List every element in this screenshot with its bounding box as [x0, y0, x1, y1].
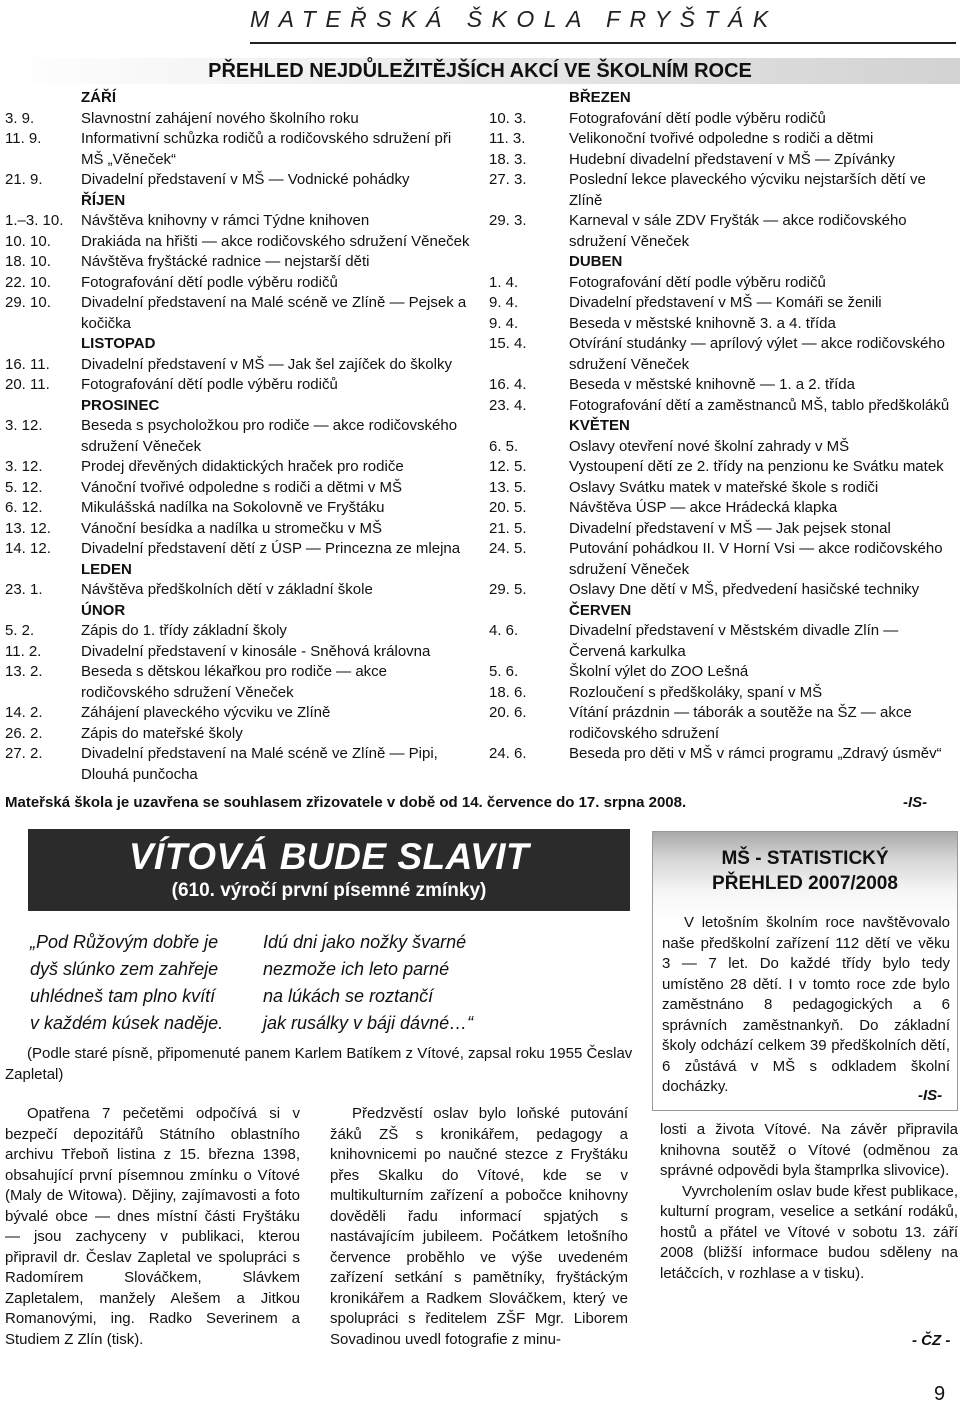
event-text: Putování pohádkou II. V Horní Vsi — akce rodičovského sdružení Věneček — [569, 540, 943, 578]
event-date: 27. 2. — [5, 745, 43, 762]
event-text: Oslavy Svátku matek v mateřské škole s rodiči — [569, 478, 879, 496]
event-date: 23. 1. — [5, 581, 43, 598]
event-row — [5, 621, 475, 642]
event-text: Beseda v městské knihovně 3. a 4. třída — [569, 314, 836, 332]
event-text: Divadelní představení na Malé scéně ve Zlíně — Pejsek a kočička — [81, 294, 467, 332]
event-row — [5, 170, 475, 191]
article-title: VÍTOVÁ BUDE SLAVIT — [128, 836, 530, 877]
month-label: LEDEN — [81, 560, 132, 578]
event-row — [5, 478, 475, 499]
event-text: Poslední lekce plaveckého výcviku nejstarších dětí ve Zlíně — [569, 171, 926, 209]
event-date: 9. 4. — [489, 294, 519, 311]
event-text: Fotografování dětí podle výběru rodičů — [569, 109, 826, 127]
event-date: 18. 10. — [5, 253, 51, 270]
event-date: 24. 5. — [489, 540, 527, 557]
event-row — [489, 662, 955, 683]
event-row — [489, 293, 955, 314]
event-row — [5, 724, 475, 745]
event-text: Zápis do 1. třídy základní školy — [81, 622, 287, 639]
event-text: Otvírání studánky — aprílový výlet — akce rodičovského sdružení Věneček — [569, 335, 945, 373]
poem-line: Idú dni jako nožky švarné — [263, 932, 467, 952]
month-label: ÚNOR — [81, 601, 126, 619]
event-date: 20. 5. — [489, 499, 527, 516]
event-row — [489, 170, 955, 211]
event-row — [489, 519, 955, 540]
event-date: 16. 4. — [489, 376, 527, 393]
article-column-3 — [660, 1120, 958, 1284]
event-row — [5, 642, 475, 663]
event-text: Drakiáda na hřišti — akce rodičovského sdružení Věneček — [81, 232, 470, 250]
event-row — [489, 211, 955, 252]
event-date: 20. 6. — [489, 704, 527, 721]
event-date: 22. 10. — [5, 273, 51, 291]
event-text: Divadelní představení v kinosále - Sněhová královna — [81, 642, 431, 660]
month-label: LISTOPAD — [81, 335, 156, 352]
section-title: PŘEHLED NEJDŮLEŽITĚJŠÍCH AKCÍ VE ŠKOLNÍM ROCE — [208, 60, 752, 82]
event-text: Mikulášská nadílka na Sokolovně ve Fryštáku — [81, 499, 385, 516]
event-text: Informativní schůzka rodičů a rodičovského sdružení při MŠ „Věneček“ — [81, 130, 452, 168]
event-text: Hudební divadelní představení v MŠ — Zpívánky — [569, 150, 896, 168]
event-date: 10. 3. — [489, 109, 527, 127]
event-text: Beseda pro děti v MŠ v rámci programu „Zdravý úsměv“ — [569, 745, 942, 762]
event-row — [5, 416, 475, 457]
poem-right — [263, 929, 473, 1037]
event-date: 15. 4. — [489, 335, 527, 352]
month-label: DUBEN — [569, 253, 623, 270]
poem-line: „Pod Růžovým dobře je — [30, 932, 219, 952]
event-row — [5, 744, 475, 785]
event-row — [489, 437, 955, 458]
event-date: 11. 9. — [5, 130, 42, 147]
event-text: Divadelní představení v Městském divadle Zlín — Červená karkulka — [569, 622, 899, 660]
month-label: ŘÍJEN — [81, 191, 126, 209]
event-text: Záhájení plaveckého výcviku ve Zlíně — [81, 704, 331, 721]
event-date: 1.–3. 10. — [5, 212, 64, 229]
event-date: 5. 12. — [5, 478, 43, 496]
page-number: 9 — [934, 1383, 946, 1405]
month-heading — [489, 416, 955, 437]
event-row — [5, 375, 475, 396]
stats-title-line: MŠ - STATISTICKÝ — [721, 848, 889, 869]
event-date: 29. 5. — [489, 581, 527, 598]
event-text: Divadelní představení v MŠ — Jak pejsek stonal — [569, 519, 891, 537]
event-row — [5, 293, 475, 334]
event-date: 24. 6. — [489, 745, 527, 762]
poem-line: na lúkách se roztančí — [263, 986, 434, 1006]
month-heading — [5, 88, 475, 109]
event-row — [5, 109, 475, 130]
month-label: KVĚTEN — [569, 417, 630, 434]
stats-signature: -IS- — [918, 1087, 943, 1104]
event-row — [489, 703, 955, 744]
article-signature: - ČZ - — [912, 1332, 951, 1349]
event-date: 11. 2. — [5, 642, 42, 660]
event-text: Fotografování dětí podle výběru rodičů — [569, 273, 826, 291]
article-column-1: Opatřena 7 pečetěmi odpočívá si v bezpečí depozitářů Státního oblastního archivu Třeboň listina z 15. března 1398, obsahující první písemnou zmínku o Vítové (Maly de Witowa). Dějiny, zajímavosti a foto bývalé obce — dnes místní části Fryštáku — jsou zachyceny v publikaci, kterou připravil dr. Česlav Zapletal ve spolupráci s Radomírem Slováčkem, Slávkem Zapletalem, manžely Alešem a Jitkou Romanovými, ing. Radko Severinem a Studiem Z Zlín (tisk). — [5, 1105, 300, 1348]
event-date: 3. 12. — [5, 417, 43, 434]
event-date: 5. 6. — [489, 663, 519, 680]
event-text: Slavnostní zahájení nového školního roku — [81, 109, 359, 127]
event-text: Divadelní představení dětí z ÚSP — Princezna ze mlejna — [81, 540, 461, 557]
event-text: Školní výlet do ZOO Lešná — [569, 663, 749, 680]
event-date: 10. 10. — [5, 232, 51, 250]
event-row — [5, 703, 475, 724]
event-row — [489, 478, 955, 499]
event-date: 14. 2. — [5, 704, 43, 721]
event-text: Zápis do mateřské školy — [81, 724, 243, 742]
event-text: Beseda v městské knihovně — 1. a 2. třída — [569, 376, 855, 393]
event-row — [489, 375, 955, 396]
article-subtitle: (610. výročí první písemné zmínky) — [171, 880, 487, 901]
event-date: 9. 4. — [489, 314, 519, 332]
event-date: 13. 12. — [5, 519, 51, 537]
event-row — [5, 662, 475, 703]
event-date: 13. 5. — [489, 478, 527, 496]
poem-line: jak rusálky v báji dávné…“ — [263, 1013, 474, 1033]
event-row — [489, 621, 955, 662]
event-row — [489, 744, 955, 765]
event-date: 5. 2. — [5, 622, 35, 639]
schedule-left-column — [5, 88, 475, 785]
event-text: Divadelní představení na Malé scéně ve Zlíně — Pipi, Dlouhá punčocha — [81, 745, 438, 783]
event-date: 6. 12. — [5, 499, 43, 516]
event-date: 14. 12. — [5, 540, 51, 557]
event-date: 16. 11. — [5, 355, 50, 373]
event-text: Beseda s dětskou lékařkou pro rodiče — akce rodičovského sdružení Věneček — [81, 663, 387, 701]
month-label: BŘEZEN — [569, 89, 631, 106]
month-heading — [5, 334, 475, 355]
event-row — [5, 498, 475, 519]
poem-line: uhlédneš tam plno kvítí — [30, 986, 216, 1006]
event-row — [5, 355, 475, 376]
event-text: Fotografování dětí a zaměstnanců MŠ, tablo předškoláků — [569, 396, 950, 414]
closure-signature: -IS- — [903, 794, 928, 811]
event-row — [489, 109, 955, 130]
event-row — [489, 129, 955, 150]
event-text: Velikonoční tvořivé odpoledne s rodiči a dětmi — [569, 130, 874, 147]
event-row — [489, 539, 955, 580]
poem-left — [30, 929, 223, 1037]
event-date: 18. 6. — [489, 683, 527, 701]
event-date: 13. 2. — [5, 663, 43, 680]
poem-line: v každém kúsek naděje. — [30, 1013, 224, 1033]
event-row — [489, 396, 955, 417]
event-row — [489, 334, 955, 375]
stats-title — [652, 846, 958, 896]
event-row — [489, 314, 955, 335]
event-text: Beseda s psycholožkou pro rodiče — akce rodičovského sdružení Věneček — [81, 417, 458, 455]
event-text: Fotografování dětí podle výběru rodičů — [81, 273, 338, 291]
month-heading — [5, 560, 475, 581]
month-label: PROSINEC — [81, 396, 160, 414]
header-rule — [250, 42, 956, 44]
event-row — [5, 129, 475, 170]
month-heading — [5, 396, 475, 417]
event-row — [489, 498, 955, 519]
event-date: 12. 5. — [489, 458, 527, 475]
stats-text: V letošním školním roce navštěvovalo naše předškolní zařízení 112 dětí ve věku 3 — 7 let. Do každé třídy bylo tedy umístěno 28 dětí. I v tomto roce zde bylo zaměstnáno 8 pedagogických a 6 správních zaměstnankyň. Do základní školy odchází celkem 39 předškolních dětí, 6 zůstává v MŠ s odkladem školní docházky. — [662, 914, 950, 1095]
event-row — [5, 252, 475, 273]
event-text: Divadelní představení v MŠ — Jak šel zajíček do školky — [81, 355, 452, 373]
month-heading — [5, 601, 475, 622]
event-date: 29. 3. — [489, 212, 527, 229]
event-row — [5, 232, 475, 253]
month-label: ČERVEN — [569, 601, 632, 619]
stats-title-line: PŘEHLED 2007/2008 — [712, 873, 898, 894]
event-row — [5, 580, 475, 601]
event-date: 4. 6. — [489, 622, 519, 639]
event-date: 1. 4. — [489, 273, 519, 291]
event-text: Vítání prázdnin — táborák a soutěže na ŠZ — akce rodičovského sdružení — [569, 704, 912, 742]
event-row — [5, 273, 475, 294]
event-text: Návštěva knihovny v rámci Týdne knihoven — [81, 212, 370, 229]
event-row — [5, 539, 475, 560]
event-row — [5, 211, 475, 232]
month-heading — [489, 601, 955, 622]
event-text: Vánoční tvořivé odpoledne s rodiči a dětmi v MŠ — [81, 478, 402, 496]
month-heading — [489, 88, 955, 109]
event-text: Vystoupení dětí ze 2. třídy na penzionu ke Svátku matek — [569, 458, 944, 475]
event-text: Návštěva ÚSP — akce Hrádecká klapka — [569, 499, 838, 516]
event-date: 3. 9. — [5, 109, 35, 127]
event-text: Návštěva fryštácké radnice — nejstarší děti — [81, 253, 370, 270]
event-date: 6. 5. — [489, 437, 519, 455]
event-date: 21. 9. — [5, 171, 43, 188]
event-text: Divadelní představení v MŠ — Komáři se ženili — [569, 294, 882, 311]
event-text: Rozloučení s předškoláky, spaní v MŠ — [569, 683, 823, 701]
event-date: 21. 5. — [489, 519, 527, 537]
poem-line: dyš slúnko zem zahřeje — [30, 959, 219, 979]
event-text: Prodej dřevěných didaktických hraček pro rodiče — [81, 458, 404, 475]
event-row — [5, 519, 475, 540]
closure-notice: Mateřská škola je uzavřena se souhlasem zřizovatele v době od 14. července do 17. srpna 2008. — [5, 794, 687, 811]
event-text: Divadelní představení v MŠ — Vodnické pohádky — [81, 171, 410, 188]
event-row — [489, 457, 955, 478]
month-heading — [5, 191, 475, 212]
event-date: 18. 3. — [489, 150, 527, 168]
event-row — [489, 273, 955, 294]
schedule-right-column — [489, 88, 955, 765]
event-row — [489, 150, 955, 171]
event-date: 26. 2. — [5, 724, 43, 742]
event-row — [489, 683, 955, 704]
event-text: Návštěva předškolních dětí v základní škole — [81, 581, 373, 598]
article-column-2: Předzvěstí oslav bylo loňské putování žáků ZŠ s kronikářem, pedagogy a knihovnicemi po naučné stezce z Fryštáku přes Skalku do Vítové, kde se v multikulturním zařízení a pobočce knihovny dověděli řadu informací spjatých s nastávajícím jubileem. Počátkem letošního července proběhlo ve výše uvedeném zařízení setkání s pamětníky, fryštáckým kronikářem a Radkem Slováčkem, který ve spolupráci s ředitelem ZŠF Mgr. Liborem Sovadinou uvedl fotografie z minu- — [330, 1105, 628, 1348]
article-paragraph: losti a života Vítové. Na závěr připravila knihovna soutěž o Vítové (odměnou za správné odpovědi byla štamprlka slivovice). — [660, 1121, 958, 1179]
event-text: Fotografování dětí podle výběru rodičů — [81, 376, 338, 393]
event-date: 23. 4. — [489, 396, 527, 414]
event-text: Vánoční besídka a nadílka u stromečku v MŠ — [81, 519, 382, 537]
poem-line: nezmože ich leto parné — [263, 959, 450, 979]
article-paragraph: Vyvrcholením oslav bude křest publikace, kulturní program, veselice a setkání rodáků, hostů a přátel ve Vítové v sobotu 13. září 2008 (bližší informace budou sděleny na letáčcích, v rozhlase a v tisku). — [660, 1182, 958, 1282]
event-date: 29. 10. — [5, 294, 51, 311]
event-text: Oslavy otevření nové školní zahrady v MŠ — [569, 437, 850, 455]
poem-note: (Podle staré písně, připomenuté panem Karlem Batíkem z Vítové, zapsal roku 1955 Česlav Zapletal) — [5, 1045, 633, 1083]
event-text: Karneval v sále ZDV Fryšták — akce rodičovského sdružení Věneček — [569, 212, 907, 250]
event-row — [5, 457, 475, 478]
month-label: ZÁŘÍ — [81, 89, 116, 106]
event-row — [489, 580, 955, 601]
month-heading — [489, 252, 955, 273]
event-date: 11. 3. — [489, 130, 526, 147]
event-date: 3. 12. — [5, 458, 43, 475]
event-text: Oslavy Dne dětí v MŠ, předvedení hasičské techniky — [569, 581, 920, 598]
event-date: 20. 11. — [5, 376, 50, 393]
running-title: MATEŘSKÁ ŠKOLA FRYŠTÁK — [250, 6, 778, 32]
event-date: 27. 3. — [489, 171, 527, 188]
